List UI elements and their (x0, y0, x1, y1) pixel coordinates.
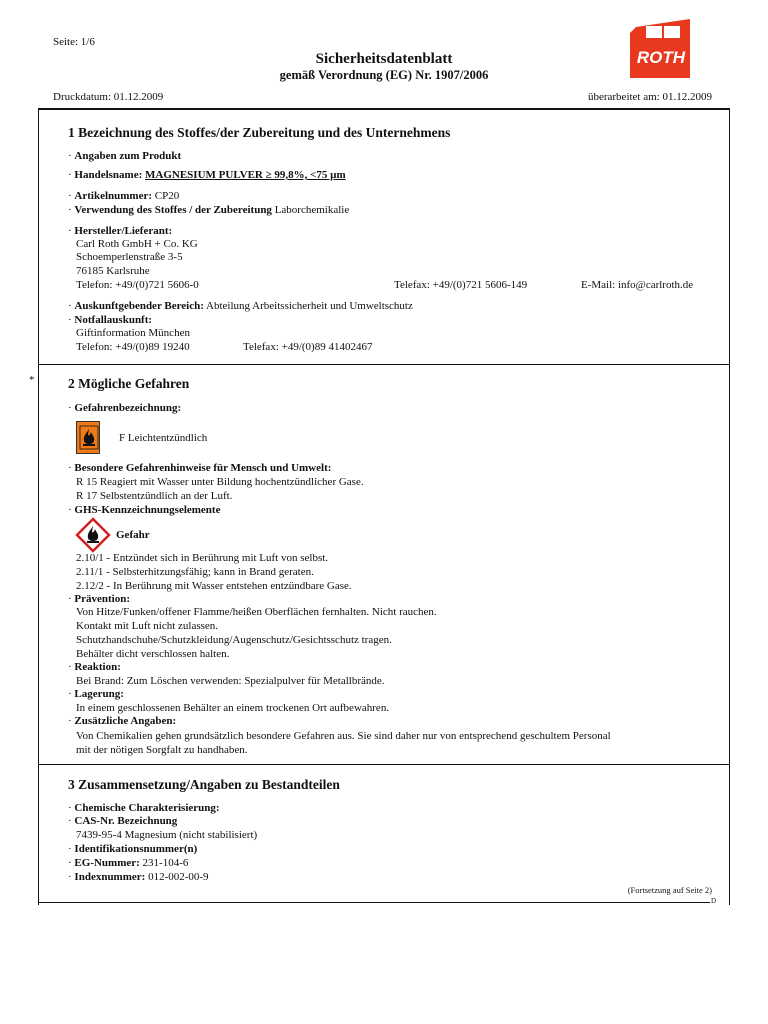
storage-label: · Lagerung: (68, 688, 124, 700)
bottom-divider (38, 902, 710, 903)
section-1-heading: 1 Bezeichnung des Stoffes/der Zubereitung und des Unternehmens (68, 125, 451, 140)
print-date: Druckdatum: 01.12.2009 (53, 91, 164, 103)
hazard-statement: 2.10/1 - Entzündet sich in Berührung mit Luft von selbst. (76, 552, 329, 564)
footer-mark: D (711, 897, 717, 905)
prevention-label: · Prävention: (68, 593, 131, 605)
company-street: Schoemperlenstraße 3-5 (76, 251, 183, 263)
prevention-statement: Kontakt mit Luft nicht zulassen. (76, 620, 219, 632)
section-2-heading: 2 Mögliche Gefahren (68, 376, 190, 391)
section-divider (38, 764, 730, 765)
emergency-phone: Telefon: +49/(0)89 19240 (76, 341, 190, 353)
hazard-statement: 2.11/1 - Selbsterhitzungsfähig; kann in Brand geraten. (76, 566, 314, 578)
section-3-heading: 3 Zusammensetzung/Angaben zu Bestandteilen (68, 777, 340, 792)
emergency-label: · Notfallauskunft: (68, 314, 153, 326)
emergency-org: Giftinformation München (76, 327, 190, 339)
cas-number: 7439-95-4 Magnesium (nicht stabilisiert) (76, 829, 258, 841)
substance-use: · Verwendung des Stoffes / der Zubereitung Laborchemikalie (68, 204, 350, 216)
additional-info-text: Von Chemikalien gehen grundsätzlich besondere Gefahren aus. Sie sind daher nur von entsprechend geschultem Personal (76, 730, 611, 742)
eg-number: · EG-Nummer: 231-104-6 (68, 857, 189, 869)
index-number: · Indexnummer: 012-002-00-9 (68, 871, 209, 883)
chem-characterization-label: · Chemische Charakterisierung: (68, 802, 220, 814)
prevention-statement: Von Hitze/Funken/offener Flamme/heißen Oberflächen fernhalten. Nicht rauchen. (76, 606, 437, 618)
company-name: Carl Roth GmbH + Co. KG (76, 238, 198, 250)
continuation-note: (Fortsetzung auf Seite 2) (627, 885, 712, 895)
storage-statement: In einem geschlossenen Behälter an einem trockenen Ort aufbewahren. (76, 702, 390, 714)
r15-phrase: R 15 Reagiert mit Wasser unter Bildung hochentzündlicher Gase. (76, 476, 364, 488)
additional-info-text: mit der nötigen Sorgfalt zu handhaben. (76, 744, 248, 756)
change-marker: * (29, 374, 35, 386)
hazard-statement: 2.12/2 - In Berührung mit Wasser entstehen entzündbare Gase. (76, 580, 352, 592)
ghs-label: · GHS-Kennzeichnungselemente (68, 504, 221, 516)
ghs-flame-icon (75, 517, 111, 553)
hazard-symbol-text: F Leichtentzündlich (119, 432, 208, 444)
info-department: · Auskunftgebender Bereich: Abteilung Arbeitssicherheit und Umweltschutz (68, 300, 413, 312)
logo-text: ROTH (636, 48, 686, 67)
revised-date: überarbeitet am: 01.12.2009 (587, 91, 712, 103)
section-divider (38, 364, 730, 365)
emergency-fax: Telefax: +49/(0)89 41402467 (243, 341, 373, 353)
signal-word: Gefahr (116, 529, 150, 541)
article-number: · Artikelnummer: CP20 (68, 190, 180, 202)
reaction-label: · Reaktion: (68, 661, 121, 673)
flammable-pictogram-icon (76, 421, 100, 454)
cas-label: · CAS-Nr. Bezeichnung (68, 815, 178, 827)
company-phone: Telefon: +49/(0)721 5606-0 (76, 279, 199, 291)
prevention-statement: Schutzhandschuhe/Schutzkleidung/Augenschutz/Gesichtsschutz tragen. (76, 634, 392, 646)
company-fax: Telefax: +49/(0)721 5606-149 (394, 279, 528, 291)
company-city: 76185 Karlsruhe (76, 265, 150, 277)
special-hazards-label: · Besondere Gefahrenhinweise für Mensch und Umwelt: (68, 462, 332, 474)
r17-phrase: R 17 Selbstentzündlich an der Luft. (76, 490, 233, 502)
roth-logo (630, 19, 696, 78)
hazard-label: · Gefahrenbezeichnung: (68, 402, 182, 414)
prevention-statement: Behälter dicht verschlossen halten. (76, 648, 230, 660)
product-info-label: · Angaben zum Produkt (68, 150, 182, 162)
document-subtitle: gemäß Verordnung (EG) Nr. 1907/2006 (279, 68, 489, 82)
identification-label: · Identifikationsnummer(n) (68, 843, 198, 855)
additional-info-label: · Zusätzliche Angaben: (68, 715, 177, 727)
page-number: Seite: 1/6 (53, 36, 95, 48)
trade-name: · Handelsname: MAGNESIUM PULVER ≥ 99,8%, <75 µm (68, 169, 346, 181)
document-title: Sicherheitsdatenblatt (315, 51, 453, 67)
manufacturer-label: · Hersteller/Lieferant: (68, 225, 173, 237)
reaction-statement: Bei Brand: Zum Löschen verwenden: Spezialpulver für Metallbrände. (76, 675, 385, 687)
company-email: E-Mail: info@carlroth.de (581, 279, 694, 291)
